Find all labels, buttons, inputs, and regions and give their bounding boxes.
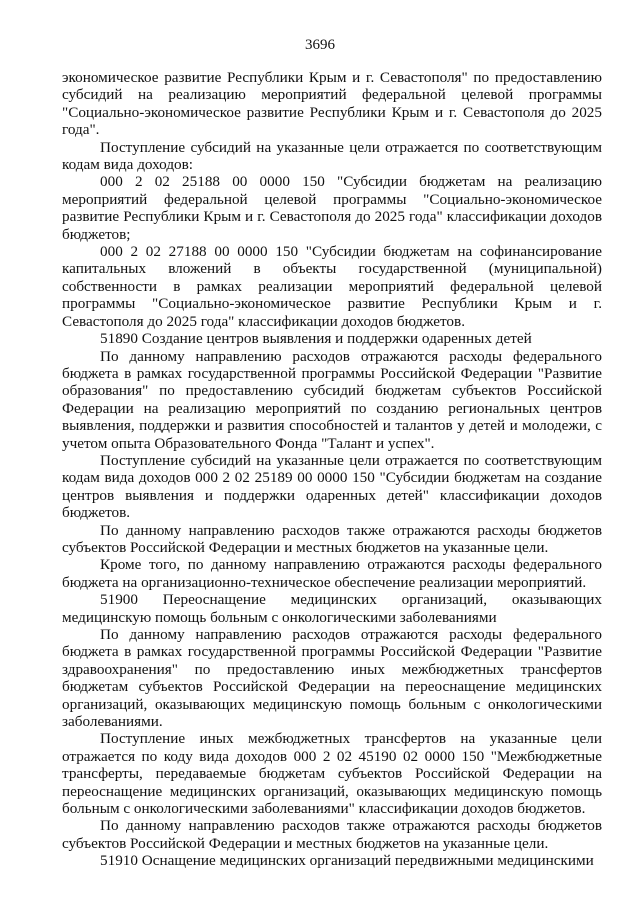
section-heading: 51910 Оснащение медицинских организаций передвижными медицинскими — [100, 852, 594, 870]
paragraph: 000 2 02 25188 00 0000 150 "Субсидии бюджетам на реализацию мероприятий федеральной целевой программы "Социально-экономическое развитие Республики Крым и г. Севастополя до 2025 года" классификации доходов бюджетов; — [62, 173, 602, 243]
paragraph: По данному направлению расходов отражаются расходы федерального бюджета в рамках государственной программы Российской Федерации "Развитие образования" по предоставлению субсидий бюджетам субъектов Российской Федерации на реализацию мероприятий по созданию региональных центров выявления, поддержки и развития способностей и талантов у детей и молодежи, с учетом опыта Образовательного Фонда "Талант и успех". — [62, 347, 602, 452]
document-body — [62, 69, 602, 870]
paragraph: Поступление субсидий на указанные цели отражается по соответствующим кодам вида доходов: — [62, 138, 602, 174]
paragraph: По данному направлению расходов также отражаются расходы бюджетов субъектов Российской Федерации и местных бюджетов на указанные цели. — [62, 521, 602, 556]
paragraph: По данному направлению расходов отражаются расходы федерального бюджета в рамках государственной программы Российской Федерации "Развитие здравоохранения" по предоставлению иных межбюджетных трансфертов бюджетам субъектов Российской Федерации на переоснащение медицинских организаций, оказывающих медицинскую помощь больным с онкологическими заболеваниями. — [62, 626, 602, 731]
paragraph: экономическое развитие Республики Крым и г. Севастополя" по предоставлению субсидий на реализацию мероприятий федеральной целевой программы "Социально-экономическое развитие Республики Крым и г. Севастополя до 2025 года". — [62, 69, 602, 139]
paragraph: Поступление иных межбюджетных трансфертов на указанные цели отражается по коду вида доходов 000 2 02 45190 02 0000 150 "Межбюджетные трансферты, передаваемые бюджетам субъектов Российской Федерации на переоснащение медицинских организаций, оказывающих медицинскую помощь больным с онкологическими заболеваниями" классификации доходов бюджетов. — [62, 730, 602, 818]
paragraph: Поступление субсидий на указанные цели отражается по соответствующим кодам вида доходов 000 2 02 25189 00 0000 150 "Субсидии бюджетам на создание центров выявления и поддержки одаренных детей" классификации доходов бюджетов. — [62, 451, 602, 522]
paragraph: По данному направлению расходов также отражаются расходы бюджетов субъектов Российской Федерации и местных бюджетов на указанные цели. — [62, 817, 602, 852]
page-number: 3696 — [305, 37, 335, 53]
paragraph: 000 2 02 27188 00 0000 150 "Субсидии бюджетам на софинансирование капитальных вложений в объекты государственной (муниципальной) собственности в рамках реализации мероприятий федеральной целевой программы "Социально-экономическое развитие Республики Крым и г. Севастополя до 2025 года" классификации доходов бюджетов. — [62, 243, 602, 330]
paragraph: Кроме того, по данному направлению отражаются расходы федерального бюджета на организационно-техническое обеспечение реализации мероприятий. — [62, 556, 602, 591]
section-heading: 51900 Переоснащение медицинских организаций, оказывающих медицинскую помощь больным с онкологическими заболеваниями — [62, 591, 602, 626]
section-heading: 51890 Создание центров выявления и поддержки одаренных детей — [100, 330, 532, 348]
